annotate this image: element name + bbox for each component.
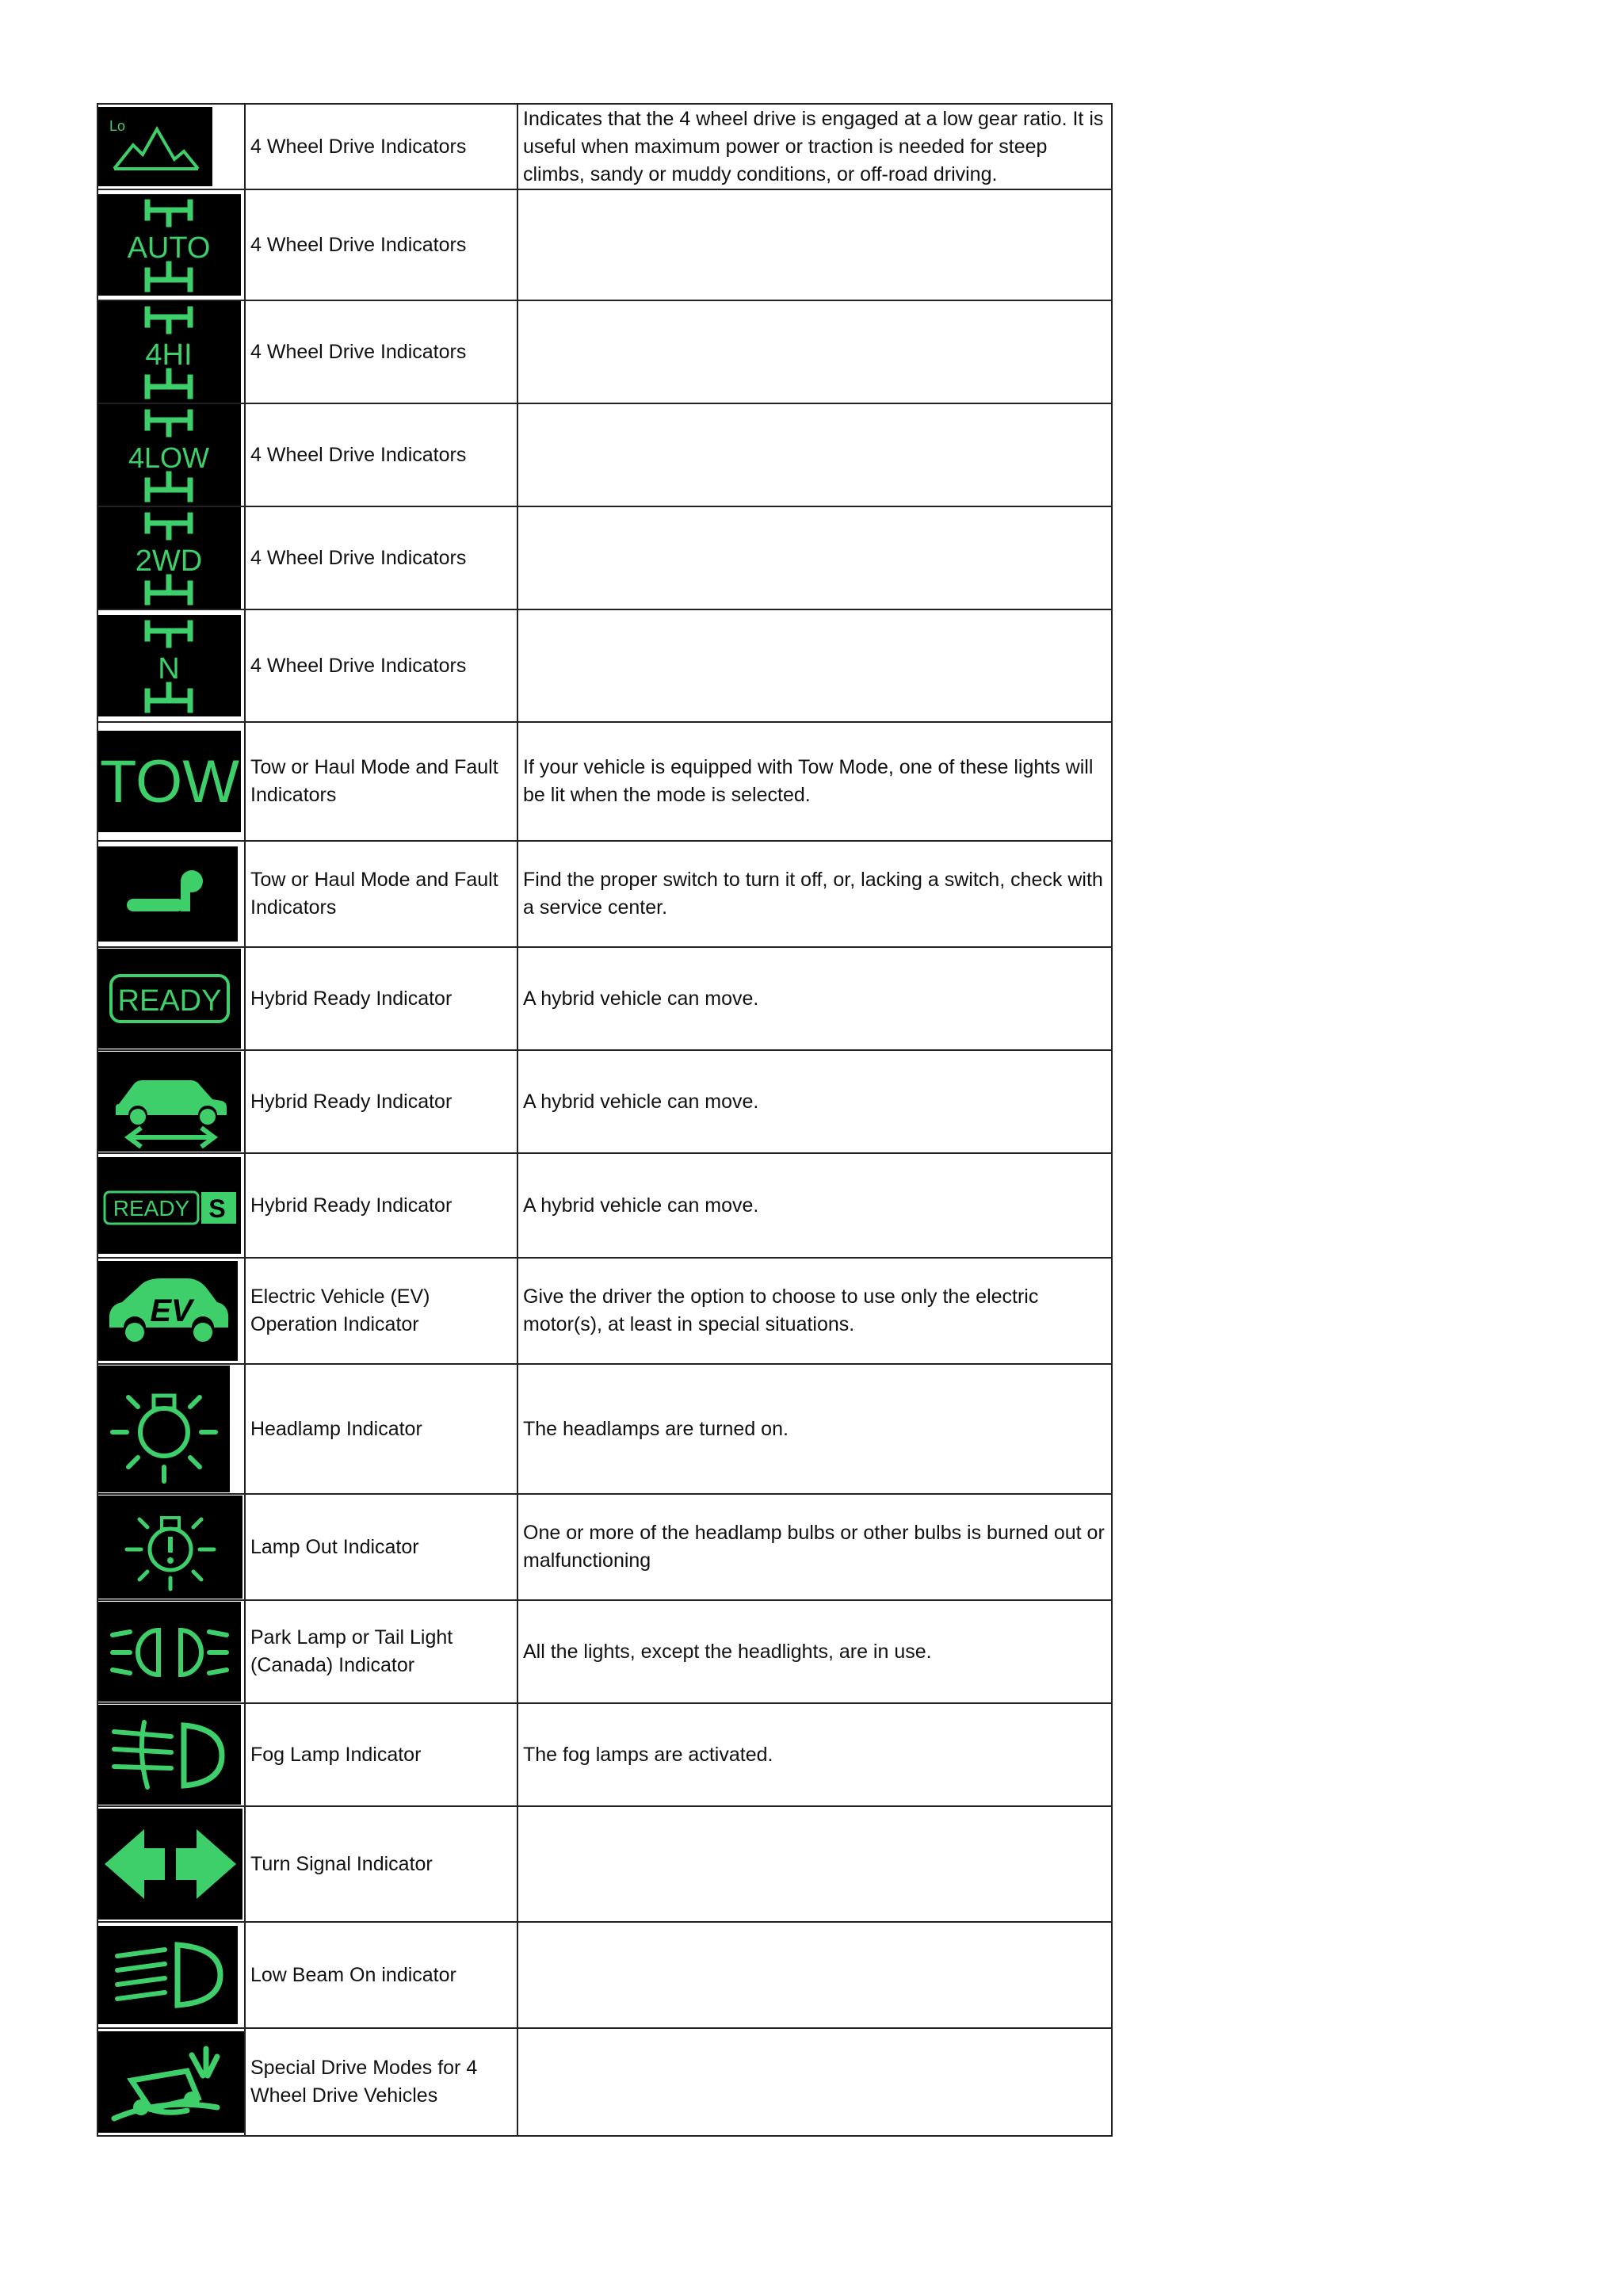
table-row xyxy=(97,506,1112,609)
indicator-name: Tow or Haul Mode and Fault Indicators xyxy=(245,722,517,841)
icon-cell xyxy=(97,722,245,841)
table-row xyxy=(97,722,1112,841)
tow-mode-icon xyxy=(98,731,244,832)
4wd-2wd-icon xyxy=(98,507,244,609)
svg-text:Lo: Lo xyxy=(109,118,126,134)
icon-cell xyxy=(97,300,245,403)
icon-text: 2WD xyxy=(135,544,203,578)
indicator-name: Turn Signal Indicator xyxy=(245,1806,517,1922)
icon-cell xyxy=(97,403,245,506)
indicator-description: The fog lamps are activated. xyxy=(517,1703,1112,1806)
table-row xyxy=(97,947,1112,1050)
icon-text: TOW xyxy=(100,748,239,816)
table-row xyxy=(97,1703,1112,1806)
table-row xyxy=(97,1922,1112,2028)
fog-lamp-icon xyxy=(98,1705,244,1805)
table-row xyxy=(97,609,1112,722)
icon-text-2: S xyxy=(208,1194,226,1223)
indicator-table-body xyxy=(97,104,1112,2136)
indicator-description: One or more of the headlamp bulbs or other bulbs is burned out or malfunctioning xyxy=(517,1494,1112,1600)
indicator-description xyxy=(517,506,1112,609)
icon-text: EV xyxy=(150,1293,193,1328)
lamp-out-icon xyxy=(98,1496,244,1599)
icon-cell xyxy=(97,841,245,947)
icon-cell xyxy=(97,1600,245,1703)
icon-cell xyxy=(97,189,245,300)
icon-cell xyxy=(97,1364,245,1494)
headlamp-bulb-icon xyxy=(98,1366,244,1492)
indicator-name: Electric Vehicle (EV) Operation Indicator xyxy=(245,1258,517,1364)
turn-signal-icon xyxy=(98,1809,244,1920)
indicator-description xyxy=(517,2028,1112,2136)
icon-text: N xyxy=(158,652,180,686)
4wd-4low-icon xyxy=(98,404,244,506)
park-lamp-icon xyxy=(98,1602,244,1702)
indicator-name: Headlamp Indicator xyxy=(245,1364,517,1494)
icon-cell xyxy=(97,1494,245,1600)
indicator-description: Indicates that the 4 wheel drive is engaged at a low gear ratio. It is useful when maximum power or traction is needed for steep climbs, sandy or muddy conditions, or off-road driving. xyxy=(517,104,1112,189)
special-drive-mode-icon xyxy=(98,2031,244,2133)
indicator-name: Hybrid Ready Indicator xyxy=(245,947,517,1050)
indicator-description: All the lights, except the headlights, are in use. xyxy=(517,1600,1112,1703)
indicator-description xyxy=(517,189,1112,300)
table-row xyxy=(97,1494,1112,1600)
tow-hitch-icon xyxy=(98,846,244,942)
indicator-description: A hybrid vehicle can move. xyxy=(517,1050,1112,1153)
icon-cell xyxy=(97,1153,245,1258)
indicator-name: 4 Wheel Drive Indicators xyxy=(245,609,517,722)
4wd-auto-icon xyxy=(98,194,244,296)
table-row xyxy=(97,1258,1112,1364)
icon-cell xyxy=(97,104,245,189)
indicator-name: Low Beam On indicator xyxy=(245,1922,517,2028)
indicator-description xyxy=(517,609,1112,722)
table-row xyxy=(97,1806,1112,1922)
icon-cell xyxy=(97,1258,245,1364)
indicator-description: Find the proper switch to turn it off, or, lacking a switch, check with a service center. xyxy=(517,841,1112,947)
icon-cell xyxy=(97,947,245,1050)
low-beam-icon xyxy=(98,1926,244,2024)
icon-cell xyxy=(97,609,245,722)
hybrid-car-arrows-icon xyxy=(98,1052,244,1152)
indicator-name: Lamp Out Indicator xyxy=(245,1494,517,1600)
icon-text: READY xyxy=(113,1196,190,1221)
indicator-name: 4 Wheel Drive Indicators xyxy=(245,403,517,506)
indicator-description: The headlamps are turned on. xyxy=(517,1364,1112,1494)
indicator-description: A hybrid vehicle can move. xyxy=(517,1153,1112,1258)
indicator-name: 4 Wheel Drive Indicators xyxy=(245,104,517,189)
icon-cell xyxy=(97,1922,245,2028)
indicator-description xyxy=(517,1922,1112,2028)
indicator-name: Special Drive Modes for 4 Wheel Drive Vehicles xyxy=(245,2028,517,2136)
table-row xyxy=(97,1050,1112,1153)
table-row xyxy=(97,403,1112,506)
icon-text: 4HI xyxy=(145,338,193,372)
icon-text: AUTO xyxy=(127,231,211,265)
indicator-name: 4 Wheel Drive Indicators xyxy=(245,189,517,300)
hybrid-ready-s-icon xyxy=(98,1157,244,1254)
indicator-name: Fog Lamp Indicator xyxy=(245,1703,517,1806)
icon-text: 4LOW xyxy=(128,441,210,474)
4wd-4hi-icon xyxy=(98,301,244,403)
icon-cell xyxy=(97,1703,245,1806)
table-row xyxy=(97,1153,1112,1258)
indicator-description: Give the driver the option to choose to use only the electric motor(s), at least in special situations. xyxy=(517,1258,1112,1364)
table-row xyxy=(97,841,1112,947)
indicator-name: 4 Wheel Drive Indicators xyxy=(245,506,517,609)
table-row xyxy=(97,1600,1112,1703)
table-row xyxy=(97,1364,1112,1494)
indicator-table xyxy=(97,103,1113,2137)
hybrid-ready-icon xyxy=(98,949,244,1049)
indicator-description: If your vehicle is equipped with Tow Mode, one of these lights will be lit when the mode is selected. xyxy=(517,722,1112,841)
icon-cell xyxy=(97,1806,245,1922)
indicator-name: Park Lamp or Tail Light (Canada) Indicator xyxy=(245,1600,517,1703)
table-row xyxy=(97,300,1112,403)
indicator-description: A hybrid vehicle can move. xyxy=(517,947,1112,1050)
ev-mode-icon xyxy=(98,1261,244,1361)
table-row xyxy=(97,189,1112,300)
indicator-description xyxy=(517,1806,1112,1922)
4wd-low-mountain-icon xyxy=(98,107,244,186)
indicator-description xyxy=(517,403,1112,506)
indicator-name: Hybrid Ready Indicator xyxy=(245,1153,517,1258)
icon-cell xyxy=(97,1050,245,1153)
4wd-neutral-icon xyxy=(98,615,244,716)
indicator-name: Hybrid Ready Indicator xyxy=(245,1050,517,1153)
indicator-name: 4 Wheel Drive Indicators xyxy=(245,300,517,403)
indicator-description xyxy=(517,300,1112,403)
icon-cell xyxy=(97,2028,245,2136)
icon-text: READY xyxy=(117,984,222,1018)
table-row xyxy=(97,2028,1112,2136)
icon-cell xyxy=(97,506,245,609)
table-row xyxy=(97,104,1112,189)
indicator-name: Tow or Haul Mode and Fault Indicators xyxy=(245,841,517,947)
